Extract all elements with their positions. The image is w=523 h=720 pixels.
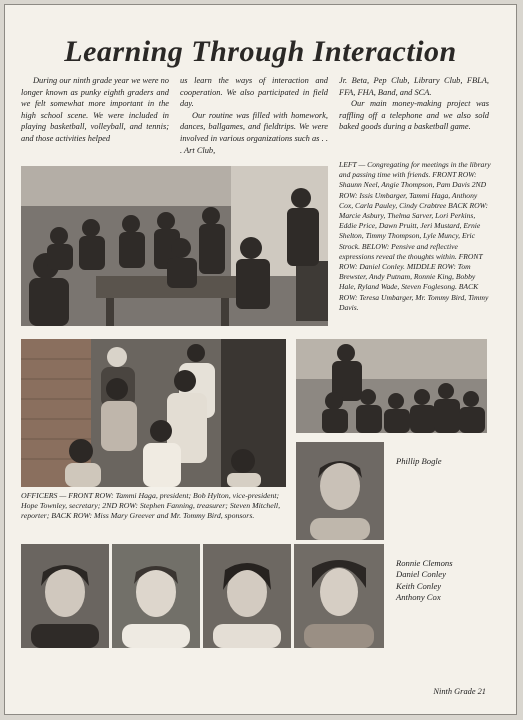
body-paragraph: Our routine was filled with homework, dances, ballgames, and fieldtrips. We were involved in various organizations such as . . . Art Club, [180, 110, 328, 155]
portrait-phillip-bogle [296, 442, 384, 540]
pensive-group-photo [296, 339, 487, 433]
library-group-photo [21, 166, 328, 326]
officers-caption: OFFICERS — FRONT ROW: Tammi Haga, president; Bob Hylton, vice-president; Hope Townley, secretary; 2ND ROW: Stephen Fanning, treasurer; Steven Mitchell, reporter; BACK ROW: Miss Mary Greever and Mr. Tommy Bird, sponsors. [21, 491, 281, 521]
portrait-name: Daniel Conley [396, 569, 446, 580]
portrait-name: Anthony Cox [396, 592, 441, 603]
body-paragraph: Our main money-making project was raffling off a telephone and we also sold baked goods during a basketball game. [339, 99, 489, 132]
portrait-name: Ronnie Clemons [396, 558, 453, 568]
portrait-image [112, 544, 200, 648]
yearbook-page [4, 4, 517, 715]
officers-photo-image [21, 339, 286, 487]
body-paragraph: Jr. Beta, Pep Club, Library Club, FBLA, FFA, FHA, Band, and SCA. [339, 76, 489, 97]
officers-photo [21, 339, 286, 487]
page-folio: Ninth Grade 21 [433, 687, 486, 696]
library-photo-image [21, 166, 328, 326]
page-title: Learning Through Interaction [64, 35, 457, 68]
portrait-name-list [396, 558, 453, 604]
portrait-name: Keith Conley [396, 580, 442, 591]
body-paragraph: us learn the ways of interaction and cooperation. We also participated in field day. [180, 76, 328, 109]
pensive-photo-image [296, 339, 487, 433]
portrait-image [294, 544, 384, 648]
body-column-1 [21, 75, 169, 145]
portrait-image [21, 544, 109, 648]
portrait-image [203, 544, 291, 648]
body-column-2 [180, 75, 328, 156]
library-photo-caption: LEFT — Congregating for meetings in the library and passing time with friends. FRONT ROW: Shaunn Neel, Angie Thompson, Pam Davis 2ND ROW: Issis Umbarger, Tammi Haga, Anthony Cox, Carla Pauley, Cindy Crabtree BACK ROW: Marcie Asbury, Thelma Sarver, Lori Perkins, Eddie Price, Dawn Pruitt, Jeri Mustard, Ernie Shelton, Timmy Thompson, Lyle Muncy, Eric Strock. BELOW: Pensive and reflective expressions reveal the thoughts within. FRONT ROW: Daniel Conley. MIDDLE ROW: Tom Brewster, Andy Putnam, Ronnie King, Bobby Hale, Ryland Wade, Steven Foglesong. BACK ROW: Teresa Umbarger, Mr. Tommy Bird, Timmy Davis. [339, 160, 491, 312]
body-column-3 [339, 75, 489, 133]
portrait-anthony-cox [294, 544, 384, 648]
portrait-ronnie-clemons [21, 544, 109, 648]
body-paragraph: During our ninth grade year we were no longer known as punky eighth graders and we felt somewhat more important in the high school scene. We were included in playing basketball, volleyball, and tennis; and those activities helped [21, 76, 169, 143]
portrait-name: Phillip Bogle [396, 456, 442, 466]
portrait-daniel-conley [112, 544, 200, 648]
portrait-image [296, 442, 384, 540]
portrait-keith-conley [203, 544, 291, 648]
